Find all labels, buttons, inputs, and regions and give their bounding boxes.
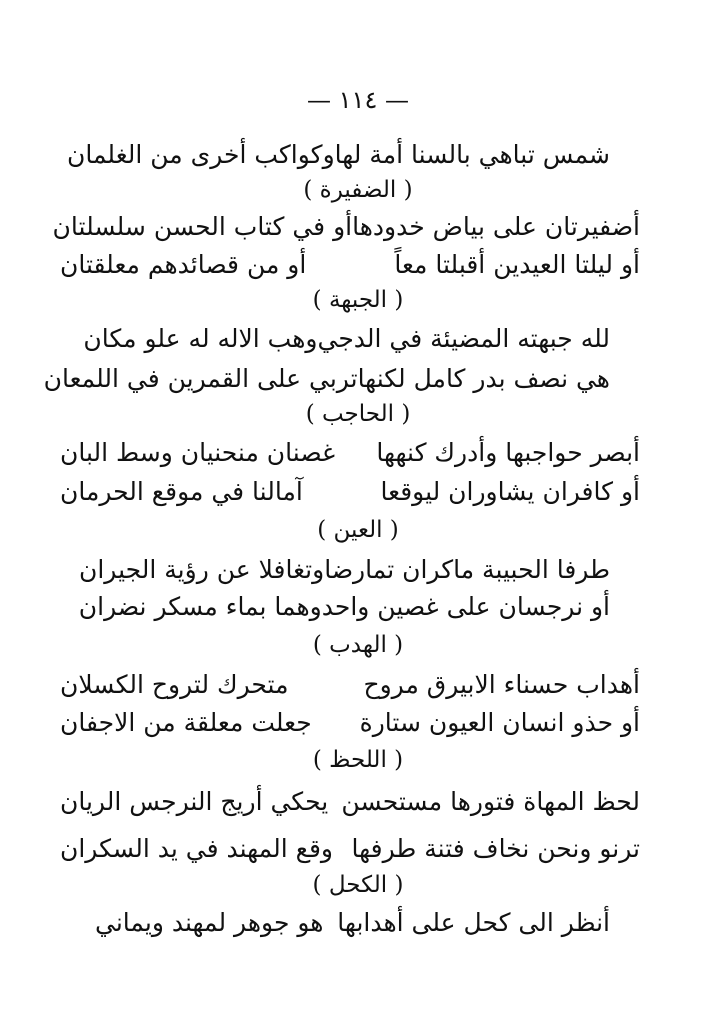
verse-second-hemistich: تربي على القمرين في اللمعان (43, 364, 358, 393)
verse-first-hemistich: شمس تباهي بالسنا أمة لها (334, 140, 610, 169)
section-heading: ( العين ) (317, 517, 399, 543)
verse-line (83, 322, 610, 356)
verse-second-hemistich: وقع المهند في يد السكران (60, 834, 333, 863)
verse-second-hemistich: وهب الاله له علو مكان (83, 324, 318, 353)
verse-second-hemistich: وكواكب أخرى من الغلمان (67, 140, 335, 169)
section-heading: ( الجبهة ) (312, 287, 404, 313)
verse-first-hemistich: أو ليلتا العيدين أقبلتا معاً (394, 250, 640, 279)
verse-line (60, 436, 640, 470)
section-heading: ( الكحل ) (312, 872, 404, 898)
section-heading: ( الهدب ) (312, 632, 404, 658)
verse-line (52, 210, 640, 244)
verse-second-hemistich: غصنان منحنيان وسط البان (60, 438, 336, 467)
verse-second-hemistich: هو جوهر لمهند ويماني (95, 908, 324, 937)
page-number: — ١١٤ — (307, 86, 409, 114)
section-heading: ( الضفيرة ) (303, 177, 413, 203)
verse-first-hemistich: أو كافران يشاوران ليوقعا (380, 477, 640, 506)
verse-second-hemistich: وتغافلا عن رؤية الجيران (78, 555, 325, 584)
verse-line (78, 590, 610, 624)
verse-first-hemistich: أنظر الى كحل على أهدابها (337, 908, 610, 937)
verse-second-hemistich: أو في كتاب الحسن سلسلتان (52, 212, 353, 241)
verse-line (60, 832, 640, 866)
verse-first-hemistich: أبصر حواجبها وأدرك كنهها (376, 438, 640, 467)
verse-first-hemistich: أهداب حسناء الابيرق مروح (363, 670, 640, 699)
verse-line (60, 248, 640, 282)
verse-first-hemistich: أو نرجسان على غصين واحد (321, 592, 610, 621)
verse-second-hemistich: آمالنا في موقع الحرمان (60, 477, 303, 506)
verse-second-hemistich: جعلت معلقة من الاجفان (60, 708, 312, 737)
verse-line (78, 553, 610, 587)
verse-line (60, 668, 640, 702)
verse-line (60, 785, 640, 819)
verse-second-hemistich: وهما بماء مسكر نضران (78, 592, 322, 621)
verse-line (95, 906, 610, 940)
verse-first-hemistich: أضفيرتان على بياض خدودها (352, 212, 640, 241)
verse-first-hemistich: هي نصف بدر كامل لكنها (357, 364, 610, 393)
section-heading: ( الحاجب ) (305, 401, 411, 427)
verse-second-hemistich: أو من قصائدهم معلقتان (60, 250, 307, 279)
verse-first-hemistich: أو حذو انسان العيون ستارة (359, 708, 640, 737)
verse-first-hemistich: ترنو ونحن نخاف فتنة طرفها (351, 834, 640, 863)
verse-line (67, 138, 610, 172)
verse-first-hemistich: طرفا الحبيبة ماكران تمارضا (324, 555, 610, 584)
verse-first-hemistich: لحظ المهاة فتورها مستحسن (341, 787, 640, 816)
section-heading: ( اللحظ ) (312, 747, 404, 773)
verse-first-hemistich: لله جبهته المضيئة في الدجي (317, 324, 610, 353)
verse-second-hemistich: متحرك لتروح الكسلان (60, 670, 289, 699)
verse-line (43, 362, 610, 396)
verse-line (60, 706, 640, 740)
verse-line (60, 475, 640, 509)
verse-second-hemistich: يحكي أريج النرجس الريان (60, 787, 329, 816)
